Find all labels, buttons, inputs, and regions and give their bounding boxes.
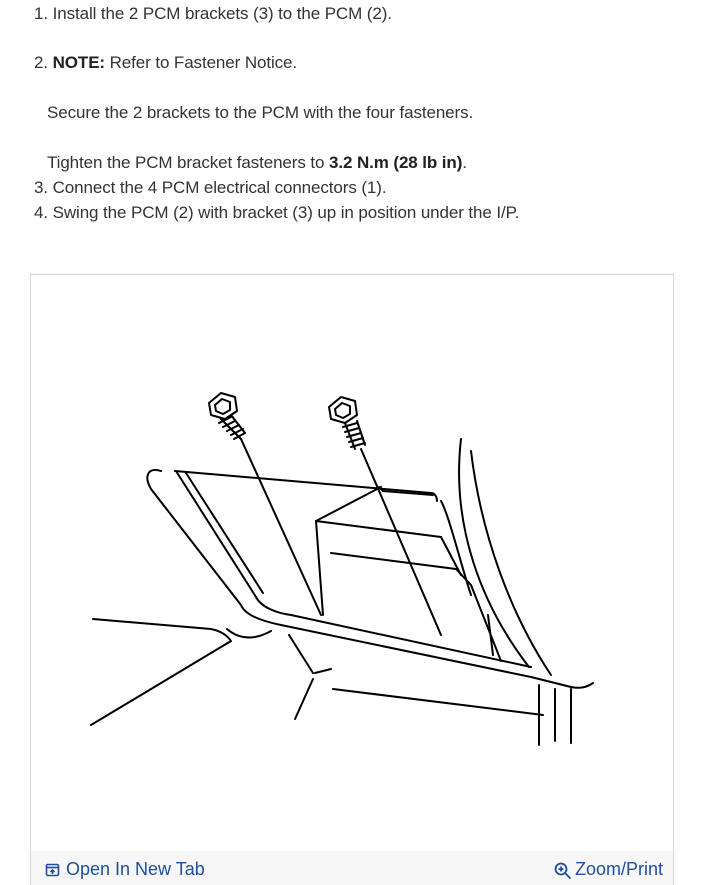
tighten-suffix: . bbox=[462, 153, 467, 172]
step-4: 4. Swing the PCM (2) with bracket (3) up in position under the I/P. bbox=[34, 203, 520, 222]
torque-spec: 3.2 N.m (28 lb in) bbox=[328, 153, 463, 172]
note-label: NOTE: bbox=[52, 53, 105, 72]
pcm-bracket-illustration bbox=[31, 275, 673, 851]
step-1: 1. Install the 2 PCM brackets (3) to the PCM (2). bbox=[34, 4, 392, 23]
step-3: 3. Connect the 4 PCM electrical connectors (1). bbox=[34, 178, 387, 197]
figure-footer bbox=[31, 851, 673, 885]
fastener-notice-text: Refer to Fastener Notice. bbox=[105, 53, 298, 72]
secure-brackets-text: Secure the 2 brackets to the PCM with the four fasteners. bbox=[47, 103, 474, 122]
open-in-new-tab-label: Open In New Tab bbox=[66, 859, 205, 879]
bolt-2 bbox=[329, 397, 441, 635]
zoom-print-label: Zoom/Print bbox=[574, 859, 663, 879]
open-new-tab-icon bbox=[45, 862, 61, 878]
figure-container bbox=[30, 274, 674, 885]
step-2-number: 2. bbox=[34, 53, 53, 72]
tighten-text bbox=[47, 153, 467, 173]
zoom-icon bbox=[554, 862, 570, 878]
bolt-1 bbox=[209, 393, 321, 615]
pcm-bracket bbox=[147, 439, 551, 677]
tighten-prefix: Tighten the PCM bracket fasteners to bbox=[47, 153, 329, 172]
step-2 bbox=[34, 53, 297, 73]
